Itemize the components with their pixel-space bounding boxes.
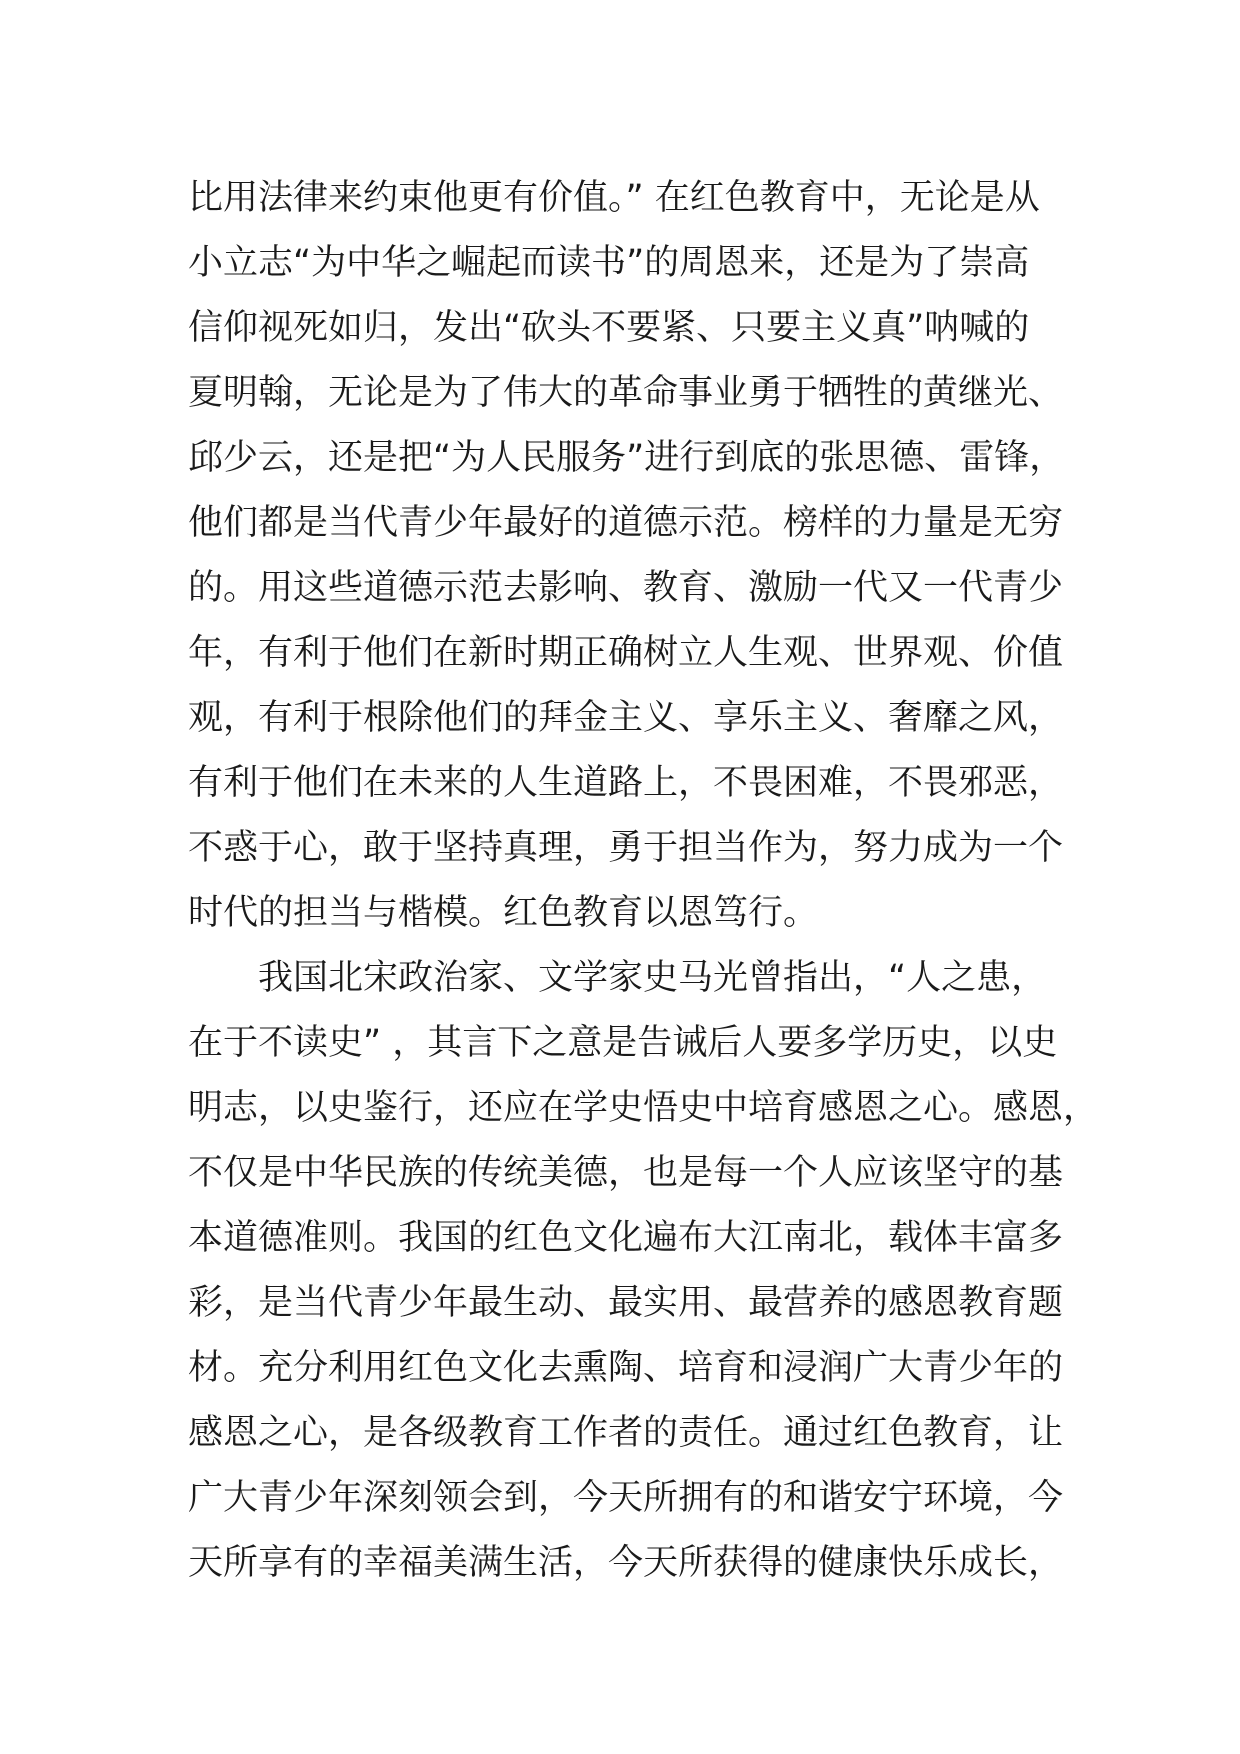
paragraph-first-line: 我国北宋政治家、文学家史马光曾指出，“人之患， [258, 958, 1047, 998]
text-line: 邱少云，还是把“为人民服务”进行到底的张思德、雷锋， [188, 438, 1065, 478]
text-line: 年，有利于他们在新时期正确树立人生观、世界观、价值 [188, 633, 1064, 673]
body-text [188, 166, 1099, 1596]
text-line: 明志，以史鉴行，还应在学史悟史中培育感恩之心。感恩， [188, 1088, 1099, 1128]
text-line: 他们都是当代青少年最好的道德示范。榜样的力量是无穷 [188, 503, 1064, 543]
text-line: 有利于他们在未来的人生道路上，不畏困难，不畏邪恶， [188, 763, 1064, 803]
text-line: 的。用这些道德示范去影响、教育、激励一代又一代青少 [188, 568, 1064, 608]
text-line: 广大青少年深刻领会到，今天所拥有的和谐安宁环境，今 [188, 1478, 1064, 1518]
text-line: 材。充分利用红色文化去熏陶、培育和浸润广大青少年的 [188, 1348, 1064, 1388]
text-line: 彩，是当代青少年最生动、最实用、最营养的感恩教育题 [188, 1283, 1064, 1323]
text-line: 不仅是中华民族的传统美德，也是每一个人应该坚守的基 [188, 1153, 1064, 1193]
text-line: 时代的担当与楷模。红色教育以恩笃行。 [188, 893, 819, 933]
text-line: 天所享有的幸福美满生活，今天所获得的健康快乐成长， [188, 1543, 1064, 1583]
text-line: 信仰视死如归，发出“砍头不要紧、只要主义真”呐喊的 [188, 308, 1030, 348]
text-line: 比用法律来约束他更有价值。” 在红色教育中，无论是从 [188, 178, 1040, 218]
text-line: 感恩之心，是各级教育工作者的责任。通过红色教育，让 [188, 1413, 1064, 1453]
text-line: 在于不读史” ，其言下之意是告诫后人要多学历史，以史 [188, 1023, 1058, 1063]
text-line: 观，有利于根除他们的拜金主义、享乐主义、奢靡之风， [188, 698, 1064, 738]
text-line: 本道德准则。我国的红色文化遍布大江南北，载体丰富多 [188, 1218, 1064, 1258]
text-line: 小立志“为中华之崛起而读书”的周恩来，还是为了崇高 [188, 243, 1030, 283]
text-line: 夏明翰，无论是为了伟大的革命事业勇于牺牲的黄继光、 [188, 373, 1064, 413]
text-line: 不惑于心，敢于坚持真理，勇于担当作为，努力成为一个 [188, 828, 1064, 868]
